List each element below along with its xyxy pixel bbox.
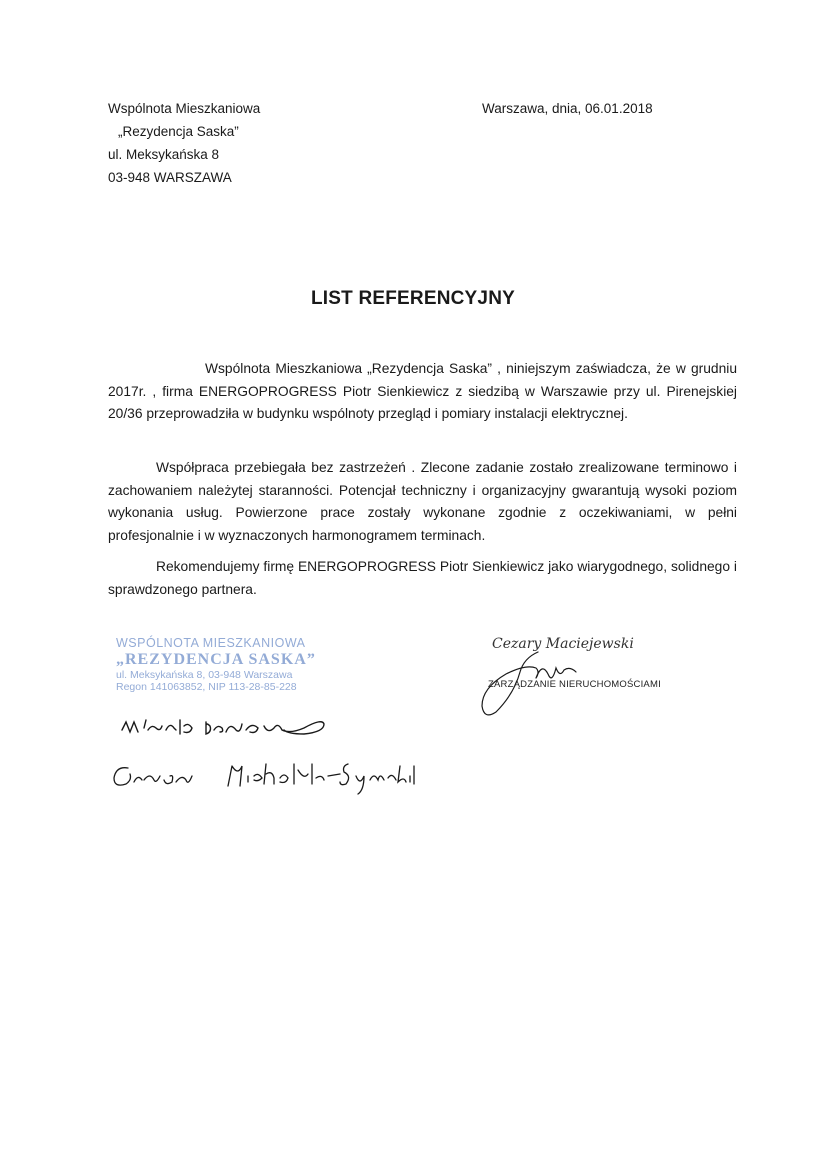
community-stamp (116, 636, 316, 693)
manager-name: Cezary Maciejewski (492, 636, 634, 652)
sender-street: ul. Meksykańska 8 (108, 147, 220, 162)
manager-title: ZARZĄDZANIE NIERUCHOMOŚCIAMI (488, 679, 661, 690)
document-title: LIST REFERENCYJNY (311, 288, 515, 309)
sender-name: Wspólnota Mieszkaniowa (108, 101, 261, 116)
sender-address (108, 97, 260, 189)
handwritten-signature-1 (118, 704, 348, 744)
stamp-line-1: WSPÓLNOTA MIESZKANIOWA (116, 636, 306, 650)
stamp-line-4: Regon 141063852, NIP 113-28-85-228 (116, 681, 297, 693)
sender-community-name: „Rezydencja Saska” (118, 124, 239, 139)
paragraph-2: Współpraca przebiegała bez zastrzeżeń . Zlecone zadanie zostało zrealizowane terminowo i zachowaniem należytej staranności. Potencjał techniczny i organizacyjny gwarantują wysoki poziom wykonania usług. Powierzone prace zostały wykonane zgodnie z oczekiwaniami, w pełni profesjonalnie i w wyznaczonych harmonogramem terminach. (108, 460, 737, 543)
document-date: Warszawa, dnia, 06.01.2018 (482, 101, 653, 116)
handwritten-signature-2 (108, 752, 428, 802)
paragraph-3: Rekomendujemy firmę ENERGOPROGRESS Piotr Sienkiewicz jako wiarygodnego, solidnego i sprawdzonego partnera. (108, 559, 737, 597)
sender-city: 03-948 WARSZAWA (108, 170, 232, 185)
stamp-line-2: „REZYDENCJA SASKA” (116, 651, 316, 668)
paragraph-1: Wspólnota Mieszkaniowa „Rezydencja Saska” , niniejszym zaświadcza, że w grudniu 2017r. , firma ENERGOPROGRESS Piotr Sienkiewicz z siedzibą w Warszawie przy ul. Pirenejskiej 20/36 przeprowadziła w budynku wspólnoty przegląd i pomiary instalacji elektrycznej. (108, 361, 737, 421)
stamp-line-3: ul. Meksykańska 8, 03-948 Warszawa (116, 669, 293, 681)
